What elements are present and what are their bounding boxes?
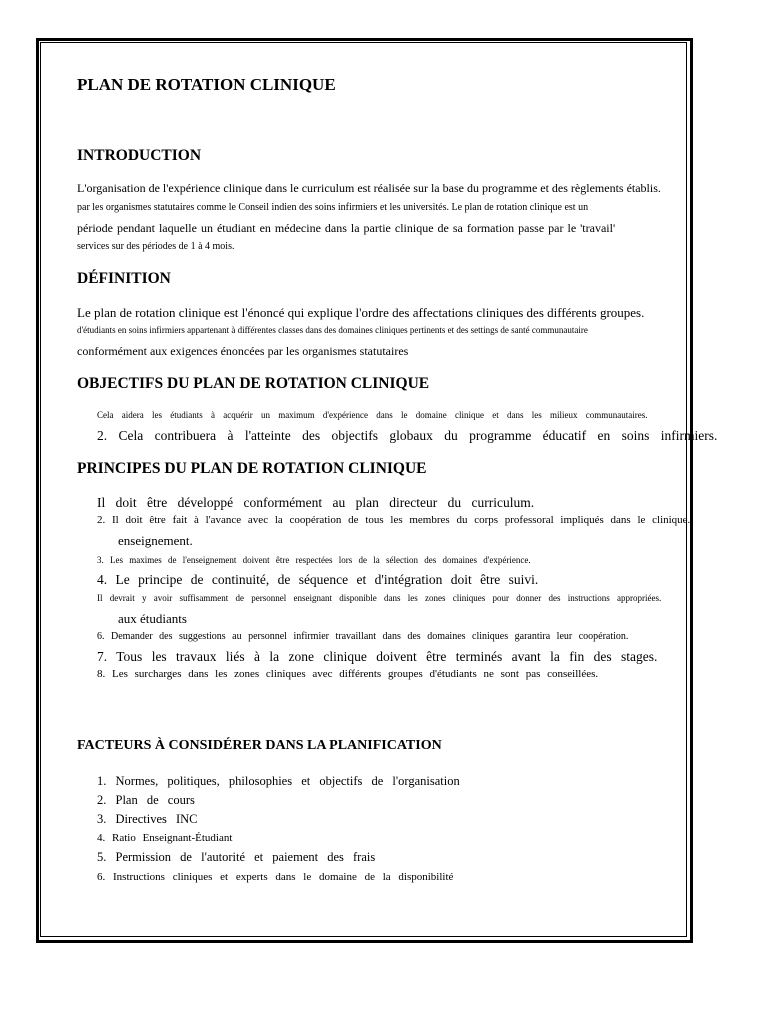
principles-item-7: 7. Tous les travaux liés à la zone clinique doivent être terminés avant la fin des stages.	[97, 649, 658, 664]
principles-item-5-cont: aux étudiants	[118, 611, 187, 626]
introduction-line-4: services sur des périodes de 1 à 4 mois.	[77, 241, 235, 252]
introduction-line-1: L'organisation de l'expérience clinique dans le curriculum est réalisée sur la base du programme et des règlements établis.	[77, 181, 661, 195]
factors-heading: FACTEURS À CONSIDÉRER DANS LA PLANIFICATION	[77, 738, 442, 753]
principles-item-2: 2. Il doit être fait à l'avance avec la coopération de tous les membres du corps professoral impliqués dans le clinique.	[97, 514, 691, 526]
definition-line-3: conformément aux exigences énoncées par les organismes statutaires	[77, 344, 409, 358]
document-title: PLAN DE ROTATION CLINIQUE	[77, 75, 336, 94]
factors-item-6: 6. Instructions cliniques et experts dans le domaine de la disponibilité	[97, 871, 454, 883]
factors-item-1: 1. Normes, politiques, philosophies et objectifs de l'organisation	[97, 774, 460, 788]
introduction-heading: INTRODUCTION	[77, 147, 202, 164]
introduction-line-3: période pendant laquelle un étudiant en médecine dans la partie clinique de sa formation passe par le 'travail'	[77, 221, 616, 235]
principles-item-4: 4. Le principe de continuité, de séquence et d'intégration doit être suivi.	[97, 572, 539, 587]
objectives-item-2: 2. Cela contribuera à l'atteinte des objectifs globaux du programme éducatif en soins infirmiers.	[97, 428, 718, 443]
principles-item-3: 3. Les maximes de l'enseignement doivent être respectées lors de la sélection des domaines d'expérience.	[97, 555, 531, 565]
definition-line-1: Le plan de rotation clinique est l'énoncé qui explique l'ordre des affectations cliniques des différents groupes.	[77, 305, 645, 320]
definition-heading: DÉFINITION	[77, 270, 171, 287]
factors-item-5: 5. Permission de l'autorité et paiement des frais	[97, 850, 376, 864]
introduction-line-2: par les organismes statutaires comme le Conseil indien des soins infirmiers et les universités. Le plan de rotation clinique est un	[77, 202, 589, 213]
principles-heading: PRINCIPES DU PLAN DE ROTATION CLINIQUE	[77, 460, 427, 477]
principles-item-8: 8. Les surcharges dans les zones cliniques avec différents groupes d'étudiants ne sont pas conseillées.	[97, 668, 599, 680]
factors-item-3: 3. Directives INC	[97, 812, 198, 826]
principles-item-1: Il doit être développé conformément au plan directeur du curriculum.	[97, 495, 535, 510]
principles-item-6: 6. Demander des suggestions au personnel infirmier travaillant dans des domaines cliniques garantira leur coopération.	[97, 631, 629, 642]
principles-item-2-cont: enseignement.	[118, 533, 193, 548]
objectives-heading: OBJECTIFS DU PLAN DE ROTATION CLINIQUE	[77, 375, 430, 392]
factors-item-4: 4. Ratio Enseignant-Étudiant	[97, 832, 233, 844]
objectives-item-1: Cela aidera les étudiants à acquérir un maximum d'expérience dans le domaine clinique et dans les milieux communautaires.	[97, 410, 648, 420]
factors-item-2: 2. Plan de cours	[97, 793, 195, 807]
principles-item-5: Il devrait y avoir suffisamment de personnel enseignant disponible dans les zones cliniques pour donner des instructions appropriées.	[97, 593, 662, 603]
definition-line-2: d'étudiants en soins infirmiers appartenant à différentes classes dans des domaines cliniques pertinents et des settings de santé communautaire	[77, 325, 588, 335]
